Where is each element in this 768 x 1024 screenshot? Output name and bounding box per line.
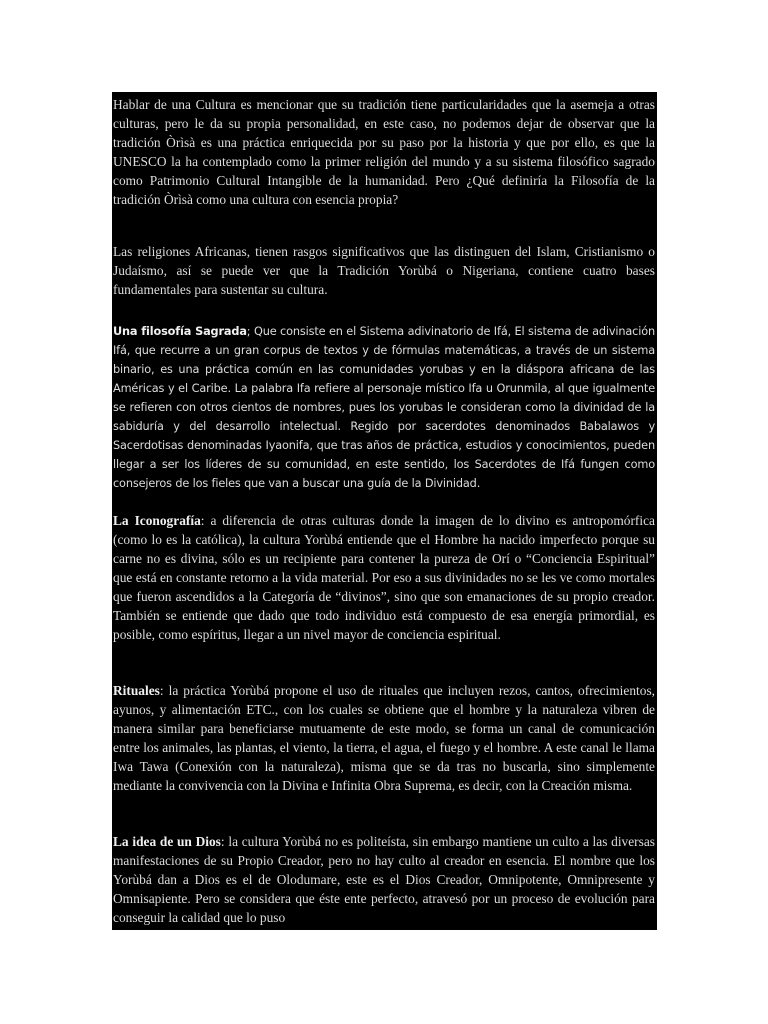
heading-idea-of-god: La idea de un Dios xyxy=(113,834,221,849)
paragraph-introduction: Hablar de una Cultura es mencionar que su tradición tiene particularidades que la asemeja a otras culturas, pero le da su propia personalidad, en este caso, no podemos dejar de observar que la tradición Òrìsà es una práctica enriquecida por su paso por la historia y que por ello, es que la UNESCO la ha contemplado como la primer religión del mundo y a su sistema filosófico sagrado como Patrimonio Cultural Intangible de la humanidad. Pero ¿Qué definiría la Filosofía de la tradición Òrìsà como una cultura con esencia propia? xyxy=(113,97,655,207)
heading-sacred-philosophy: Una filosofía Sagrada xyxy=(113,325,247,338)
paragraph-rituals xyxy=(113,681,655,795)
paragraph-idea-of-god xyxy=(113,832,655,927)
heading-iconography: La Iconografía xyxy=(113,513,201,528)
text-sacred-philosophy: ; Que consiste en el Sistema adivinatorio de Ifá, El sistema de adivinación Ifá, que recurre a un gran corpus de textos y de fórmulas matemáticas, a través de un sistema binario, es una práctica común en las comunidades yorubas y en la diáspora africana de las Américas y el Caribe. La palabra Ifa refiere al personaje místico Ifa u Orunmila, al que igualmente se refieren con otros cientos de nombres, pues los yorubas le consideran como la divinidad de la sabiduría y del desarrollo intelectual. Regido por sacerdotes denominados Babalawos y Sacerdotisas denominadas Iyaonifa, que tras años de práctica, estudios y conocimientos, pueden llegar a ser los líderes de su comunidad, en este sentido, los Sacerdotes de Ifá fungen como consejeros de los fieles que van a buscar una guía de la Divinidad. xyxy=(113,325,656,490)
heading-rituals: Rituales xyxy=(113,683,160,698)
document-page xyxy=(112,92,657,930)
text-rituals: : la práctica Yorùbá propone el uso de rituales que incluyen rezos, cantos, ofrecimientos, ayunos, y alimentación ETC., con los cuales se obtiene que el hombre y la naturaleza vibren de manera similar para beneficiarse mutuamente de este modo, se forma un canal de comunicación entre los animales, las plantas, el viento, la tierra, el agua, el fuego y el hombre. A este canal le llama Iwa Tawa (Conexión con la naturaleza), misma que se da tras no buscarla, sino simplemente mediante la convivencia con la Divina e Infinita Obra Suprema, es decir, con la Creación misma. xyxy=(113,683,655,793)
text-iconography: : a diferencia de otras culturas donde la imagen de lo divino es antropomórfica (como lo es la católica), la cultura Yorùbá entiende que el Hombre ha nacido imperfecto porque su carne no es divina, sólo es un recipiente para contener la pureza de Orí o “Conciencia Espiritual” que está en constante retorno a la vida material. Por eso a sus divinidades no se les ve como mortales que fueron ascendidos a la Categoría de “divinos”, sino que son emanaciones de su propio creador. También se entiende que dado que todo individuo está compuesto de esa energía primordial, es posible, como espíritus, llegar a un nivel mayor de conciencia espiritual. xyxy=(113,513,655,642)
paragraph-sacred-philosophy xyxy=(113,322,655,493)
text-idea-of-god: : la cultura Yorùbá no es politeísta, sin embargo mantiene un culto a las diversas manifestaciones de su Propio Creador, pero no hay culto al creador en esencia. El nombre que los Yorùbá dan a Dios es el de Olodumare, este es el Dios Creador, Omnipotente, Omnipresente y Omnisapiente. Pero se considera que éste ente perfecto, atravesó por un proceso de evolución para conseguir la calidad que lo puso xyxy=(113,834,656,925)
paragraph-african-religions: Las religiones Africanas, tienen rasgos significativos que las distinguen del Islam, Cristianismo o Judaísmo, así se puede ver que la Tradición Yorùbá o Nigeriana, contiene cuatro bases fundamentales para sustentar su cultura. xyxy=(113,244,655,297)
paragraph-iconography xyxy=(113,511,655,644)
